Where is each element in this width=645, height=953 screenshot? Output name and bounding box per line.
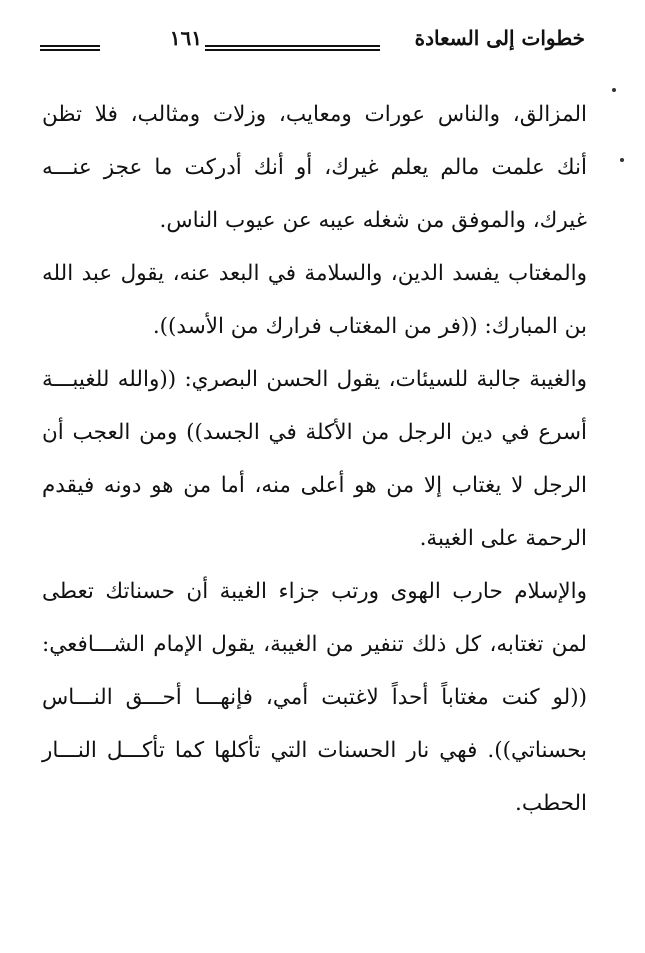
body-text [42,88,587,830]
text-line: لمن تغتابه، كل ذلك تنفير من الغيبة، يقول الإمام الشـــافعي: [42,632,587,657]
header-rule-right [205,45,380,51]
margin-speck [620,158,624,162]
text-line: والغيبة جالبة للسيئات، يقول الحسن البصري: ((والله للغيبـــة [42,367,587,392]
text-line: غيرك، والموفق من شغله عيبه عن عيوب الناس. [159,208,587,233]
text-line: الرجل لا يغتاب إلا من هو أعلى منه، أما من هو دونه فيقدم [42,473,587,498]
page-number: ١٦١ [169,26,202,50]
running-header [40,18,585,60]
text-line: والمغتاب يفسد الدين، والسلامة في البعد عنه، يقول عبد الله [42,261,587,286]
text-line: والإسلام حارب الهوى ورتب جزاء الغيبة أن حسناتك تعطى [42,579,587,604]
text-line: الرحمة على الغيبة. [419,526,587,551]
text-line: بحسناتي)). فهي نار الحسنات التي تأكلها كما تأكـــل النـــار [42,738,587,763]
text-line: المزالق، والناس عورات ومعايب، وزلات ومثالب، فلا تظن [42,102,587,127]
margin-speck [612,88,616,92]
text-line: بن المبارك: ((فر من المغتاب فرارك من الأسد)). [152,314,587,339]
text-line: الحطب. [515,791,587,816]
text-line: أنك علمت مالم يعلم غيرك، أو أنك أدركت ما عجز عنـــه [42,155,587,180]
text-line: ((لو كنت مغتاباً أحداً لاغتبت أمي، فإنهـــا أحـــق النـــاس [42,685,587,710]
header-rule-left [40,45,100,51]
text-line: أسرع في دين الرجل من الأكلة في الجسد)) ومن العجب أن [42,420,587,445]
header-title: خطوات إلى السعادة [414,26,585,50]
